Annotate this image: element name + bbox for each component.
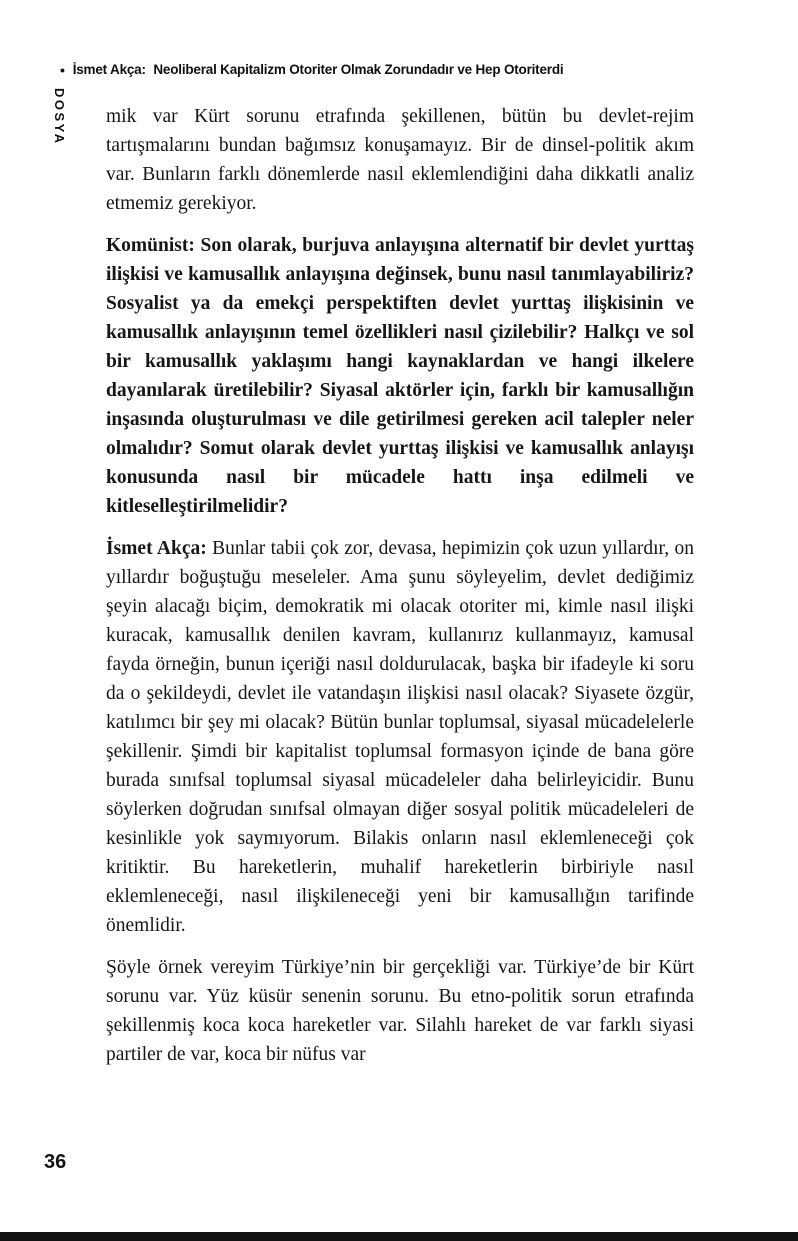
answer-text: Bunlar tabii çok zor, devasa, hepimizin çok uzun yıllardır, on yıllardır boğuştuğu meseleler. Ama şunu söyleyelim, devlet dediğimiz şeyin alacağı biçim, demokratik mi olacak otoriter mi, kimle nasıl ilişki kuracak, kamusallık denilen kavram, kullanırız kullanmayız, kamusal fayda örneğin, bunun içeriği nasıl doldurulacak, başka bir ifadeyle ki soru da o şekildeydi, devlet ile vatandaşın ilişkisi nasıl olacak? Siyasete özgür, katılımcı bir şey mi olacak? Bütün bunlar toplumsal, siyasal mücadelelerle şekillenir. Şimdi bir kapitalist toplumsal formasyon içinde de bana göre burada sınıfsal toplumsal siyasal mücadeleler daha belirleyicidir. Bunu söylerken doğrudan sınıfsal olmayan diğer sosyal politik mücadeleleri de kesinlikle yok saymıyorum. Bilakis onların nasıl eklemleneceği çok kritiktir. Bu hareketlerin, muhalif hareketlerin birbiriyle nasıl eklemleneceği, nasıl ilişkileneceği yeni bir kamusallığın tarifinde önemlidir. — [106, 538, 695, 936]
speaker-label-ismet-akca: İsmet Akça: — [106, 538, 207, 559]
paragraph-continuation: mik var Kürt sorunu etrafında şekillenen, bütün bu devlet-rejim tartışmalarını bundan bağımsız konuşamayız. Bir de dinsel-politik akım var. Bunların farklı dönemlerde nasıl eklemlendiğini daha dikkatli analiz etmemiz gerekiyor. — [106, 106, 694, 214]
running-head — [60, 61, 758, 77]
article-body — [106, 102, 694, 1069]
interview-question-paragraph — [106, 231, 694, 521]
running-head-title: Neoliberal Kapitalizm Otoriter Olmak Zorundadır ve Hep Otoriterdi — [153, 62, 564, 77]
speaker-label-komunist: Komünist: — [106, 235, 195, 256]
question-text: Son olarak, burjuva anlayışına alternatif bir devlet yurttaş ilişkisi ve kamusallık anlayışına değinsek, bunu nasıl tanımlayabiliriz? Sosyalist ya da emekçi perspektiften devlet yurttaş ilişkisinin ve kamusallık anlayışının temel özellikleri nasıl çizilebilir? Halkçı ve sol bir kamusallık yaklaşımı hangi kaynaklardan ve hangi ilkelere dayanılarak üretilebilir? Siyasal aktörler için, farklı bir kamusallığın inşasında oluşturulması ve dile getirilmesi gereken acil talepler neler olmalıdır? Somut olarak devlet yurttaş ilişkisi ve kamusallık anlayışı konusunda nasıl bir mücadele hattı inşa edilmeli ve kitleselleştirilmelidir? — [106, 235, 694, 517]
interview-answer-paragraph — [106, 534, 694, 940]
bullet-icon: • — [60, 62, 65, 78]
paragraph: Şöyle örnek vereyim Türkiye’nin bir gerçekliği var. Türkiye’de bir Kürt sorunu var. Yüz küsür senenin sorunu. Bu etno-politik sorun etrafında şekillenmiş koca koca hareketler var. Silahlı hareket de var farklı siyasi partiler de var, koca bir nüfus var — [106, 957, 694, 1065]
section-label-dosya: DOSYA — [52, 88, 67, 146]
running-head-author: İsmet Akça: — [72, 62, 146, 77]
running-head-text — [73, 62, 564, 77]
page-number: 36 — [44, 1151, 67, 1173]
footer-bar — [0, 1232, 798, 1241]
